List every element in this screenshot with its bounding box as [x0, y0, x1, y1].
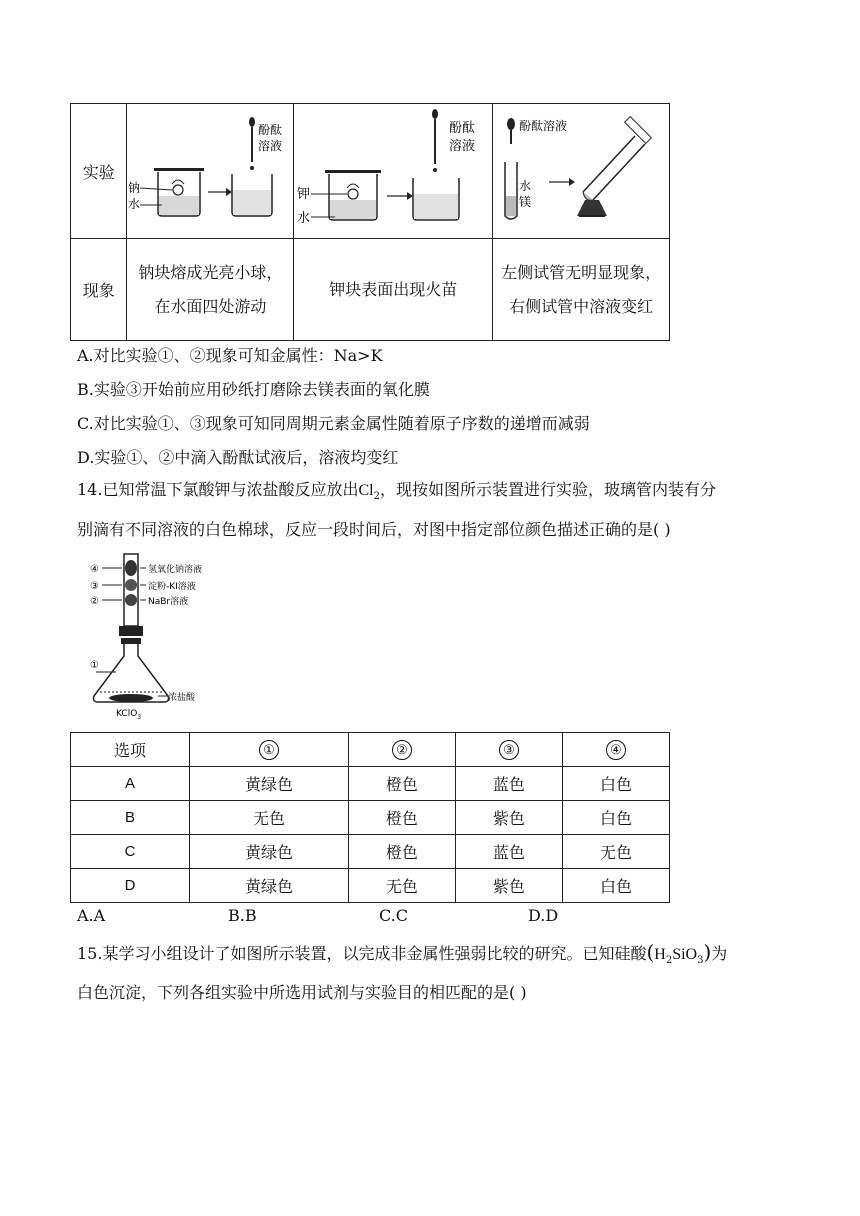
- question-15-line-2: 白色沉淀，下列各组实验中所选用试剂与实验目的相匹配的是( ): [77, 983, 527, 1002]
- table-row: B 无色 橙色 紫色 白色: [71, 801, 670, 835]
- label-water-2: 水: [297, 211, 311, 226]
- experiment-table: [70, 103, 670, 341]
- row-label-phenomenon: 现象: [71, 239, 127, 341]
- svg-text:NaBr溶液: NaBr溶液: [148, 597, 189, 607]
- svg-text:②: ②: [90, 596, 99, 607]
- circled-1: ①: [259, 740, 279, 760]
- answer-c[interactable]: C.C: [379, 906, 408, 925]
- svg-text:浓盐酸: 浓盐酸: [168, 693, 196, 703]
- svg-text:④: ④: [90, 564, 99, 575]
- table-row: C 黄绿色 橙色 蓝色 无色: [71, 835, 670, 869]
- circled-4: ④: [606, 740, 626, 760]
- svg-text:③: ③: [90, 581, 99, 592]
- option-d: D.实验①、②中滴入酚酞试液后，溶液均变红: [77, 448, 399, 467]
- label-sodium: 钠: [128, 181, 141, 195]
- table-row: A 黄绿色 橙色 蓝色 白色: [71, 767, 670, 801]
- question-15-line-1: 15.某学习小组设计了如图所示装置，以完成非金属性强弱比较的研究。已知硅酸$(H_2SiO_3)$为: [77, 940, 728, 967]
- label-phenol-3: 酚酞: [449, 121, 476, 136]
- chlorine-apparatus-figure: [86, 552, 216, 724]
- label-phenol-5: 酚酞溶液: [519, 119, 568, 133]
- svg-text:淀粉-KI溶液: 淀粉-KI溶液: [148, 582, 196, 592]
- figure-potassium-experiment: [294, 104, 493, 239]
- option-c: C.对比实验①、③现象可知同周期元素金属性随着原子序数的递增而减弱: [77, 414, 590, 433]
- option-b: B.实验③开始前应用砂纸打磨除去镁表面的氧化膜: [77, 380, 430, 399]
- question-14-line-1: 14.已知常温下氯酸钾与浓盐酸反应放出$Cl_2$，现按如图所示装置进行实验，玻璃管内装有分: [77, 480, 716, 503]
- label-water-3: 水: [519, 179, 532, 193]
- row-label-experiment: 实验: [71, 104, 127, 239]
- phenomenon-2: 钾块表面出现火苗: [294, 239, 493, 341]
- label-phenol-4: 溶液: [449, 139, 476, 154]
- table-row: D 黄绿色 无色 紫色 白色: [71, 869, 670, 903]
- label-phenol-1: 酚酞: [258, 123, 283, 137]
- label-water: 水: [128, 197, 141, 211]
- svg-text:①: ①: [90, 660, 99, 671]
- color-options-table: [70, 732, 670, 903]
- table-header-row: 选项 ① ② ③ ④: [71, 733, 670, 767]
- question-14-line-2: 别滴有不同溶液的白色棉球，反应一段时间后，对图中指定部位颜色描述正确的是( ): [77, 520, 671, 539]
- answer-d[interactable]: D.D: [528, 906, 559, 925]
- svg-text:氢氧化钠溶液: 氢氧化钠溶液: [148, 565, 203, 575]
- answer-a[interactable]: A.A: [77, 906, 106, 925]
- option-a: A.对比实验①、②现象可知金属性：Na>K: [77, 346, 383, 365]
- answer-b[interactable]: B.B: [228, 906, 257, 925]
- label-magnesium: 镁: [519, 195, 532, 209]
- label-phenol-2: 溶液: [258, 139, 283, 153]
- circled-2: ②: [392, 740, 412, 760]
- figure-magnesium-experiment: [493, 104, 670, 239]
- phenomenon-3: 左侧试管无明显现象，右侧试管中溶液变红: [493, 239, 670, 341]
- circled-3: ③: [499, 740, 519, 760]
- phenomenon-1: 钠块熔成光亮小球，在水面四处游动: [127, 239, 294, 341]
- svg-text:KClO3: KClO$_3$: [116, 709, 142, 721]
- figure-sodium-experiment: [127, 104, 294, 239]
- label-potassium: 钾: [297, 187, 311, 202]
